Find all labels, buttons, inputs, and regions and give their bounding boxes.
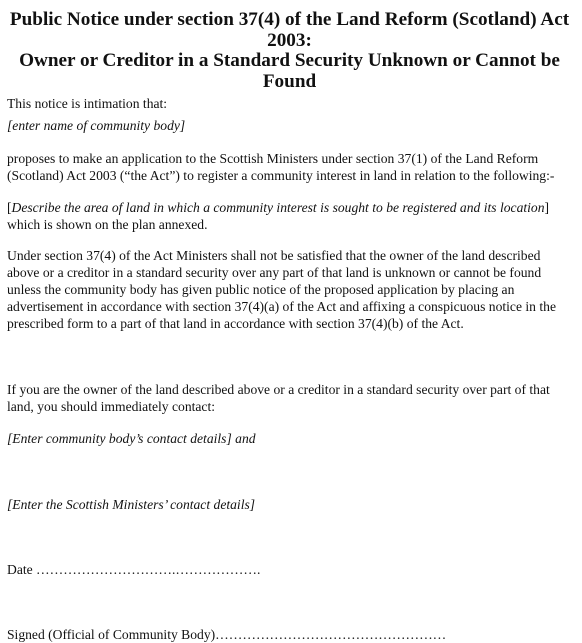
notice-title-line1: Public Notice under section 37(4) of the Land Reform (Scotland) Act 2003: [9, 9, 570, 51]
section-37-paragraph: Under section 37(4) of the Act Ministers shall not be satisfied that the owner of the land described above or a creditor in a standard security over any part of that land is unknown or cannot be found unless the community body has given public notice of the proposed application by placing an advertisement in accordance with section 37(4)(a) of the Act and affixing a conspicuous notice in the prescribed form to a part of that land in accordance with section 37(4)(b) of the Act. [7, 248, 556, 331]
community-body-placeholder: [enter name of community body] [7, 118, 186, 133]
community-contact-placeholder: [Enter community body’s contact details] and [7, 431, 256, 446]
ministers-contact-placeholder: [Enter the Scottish Ministers’ contact details] [7, 497, 256, 512]
date-line: Date ………………………….………………. [7, 562, 261, 577]
land-description-paragraph [7, 199, 572, 233]
proposes-paragraph: proposes to make an application to the Scottish Ministers under section 37(1) of the Land Reform (Scotland) Act 2003 (“the Act”) to register a community interest in land in relation to the following:- [7, 151, 555, 183]
signature-line: Signed (Official of Community Body)…………………………………………… [7, 627, 447, 642]
describe-land-rest: ] which is shown on the plan annexed. [7, 200, 550, 232]
describe-land-placeholder: Describe the area of land in which a community interest is sought to be registered and its location [11, 200, 545, 215]
notice-title [7, 0, 572, 92]
describe-open-bracket: [ [7, 200, 12, 215]
if-owner-paragraph: If you are the owner of the land described above or a creditor in a standard security over part of that land, you should immediately contact: [7, 382, 550, 414]
intro-text: This notice is intimation that: [7, 96, 168, 111]
notice-title-line2: Owner or Creditor in a Standard Security Unknown or Cannot be Found [19, 50, 560, 92]
